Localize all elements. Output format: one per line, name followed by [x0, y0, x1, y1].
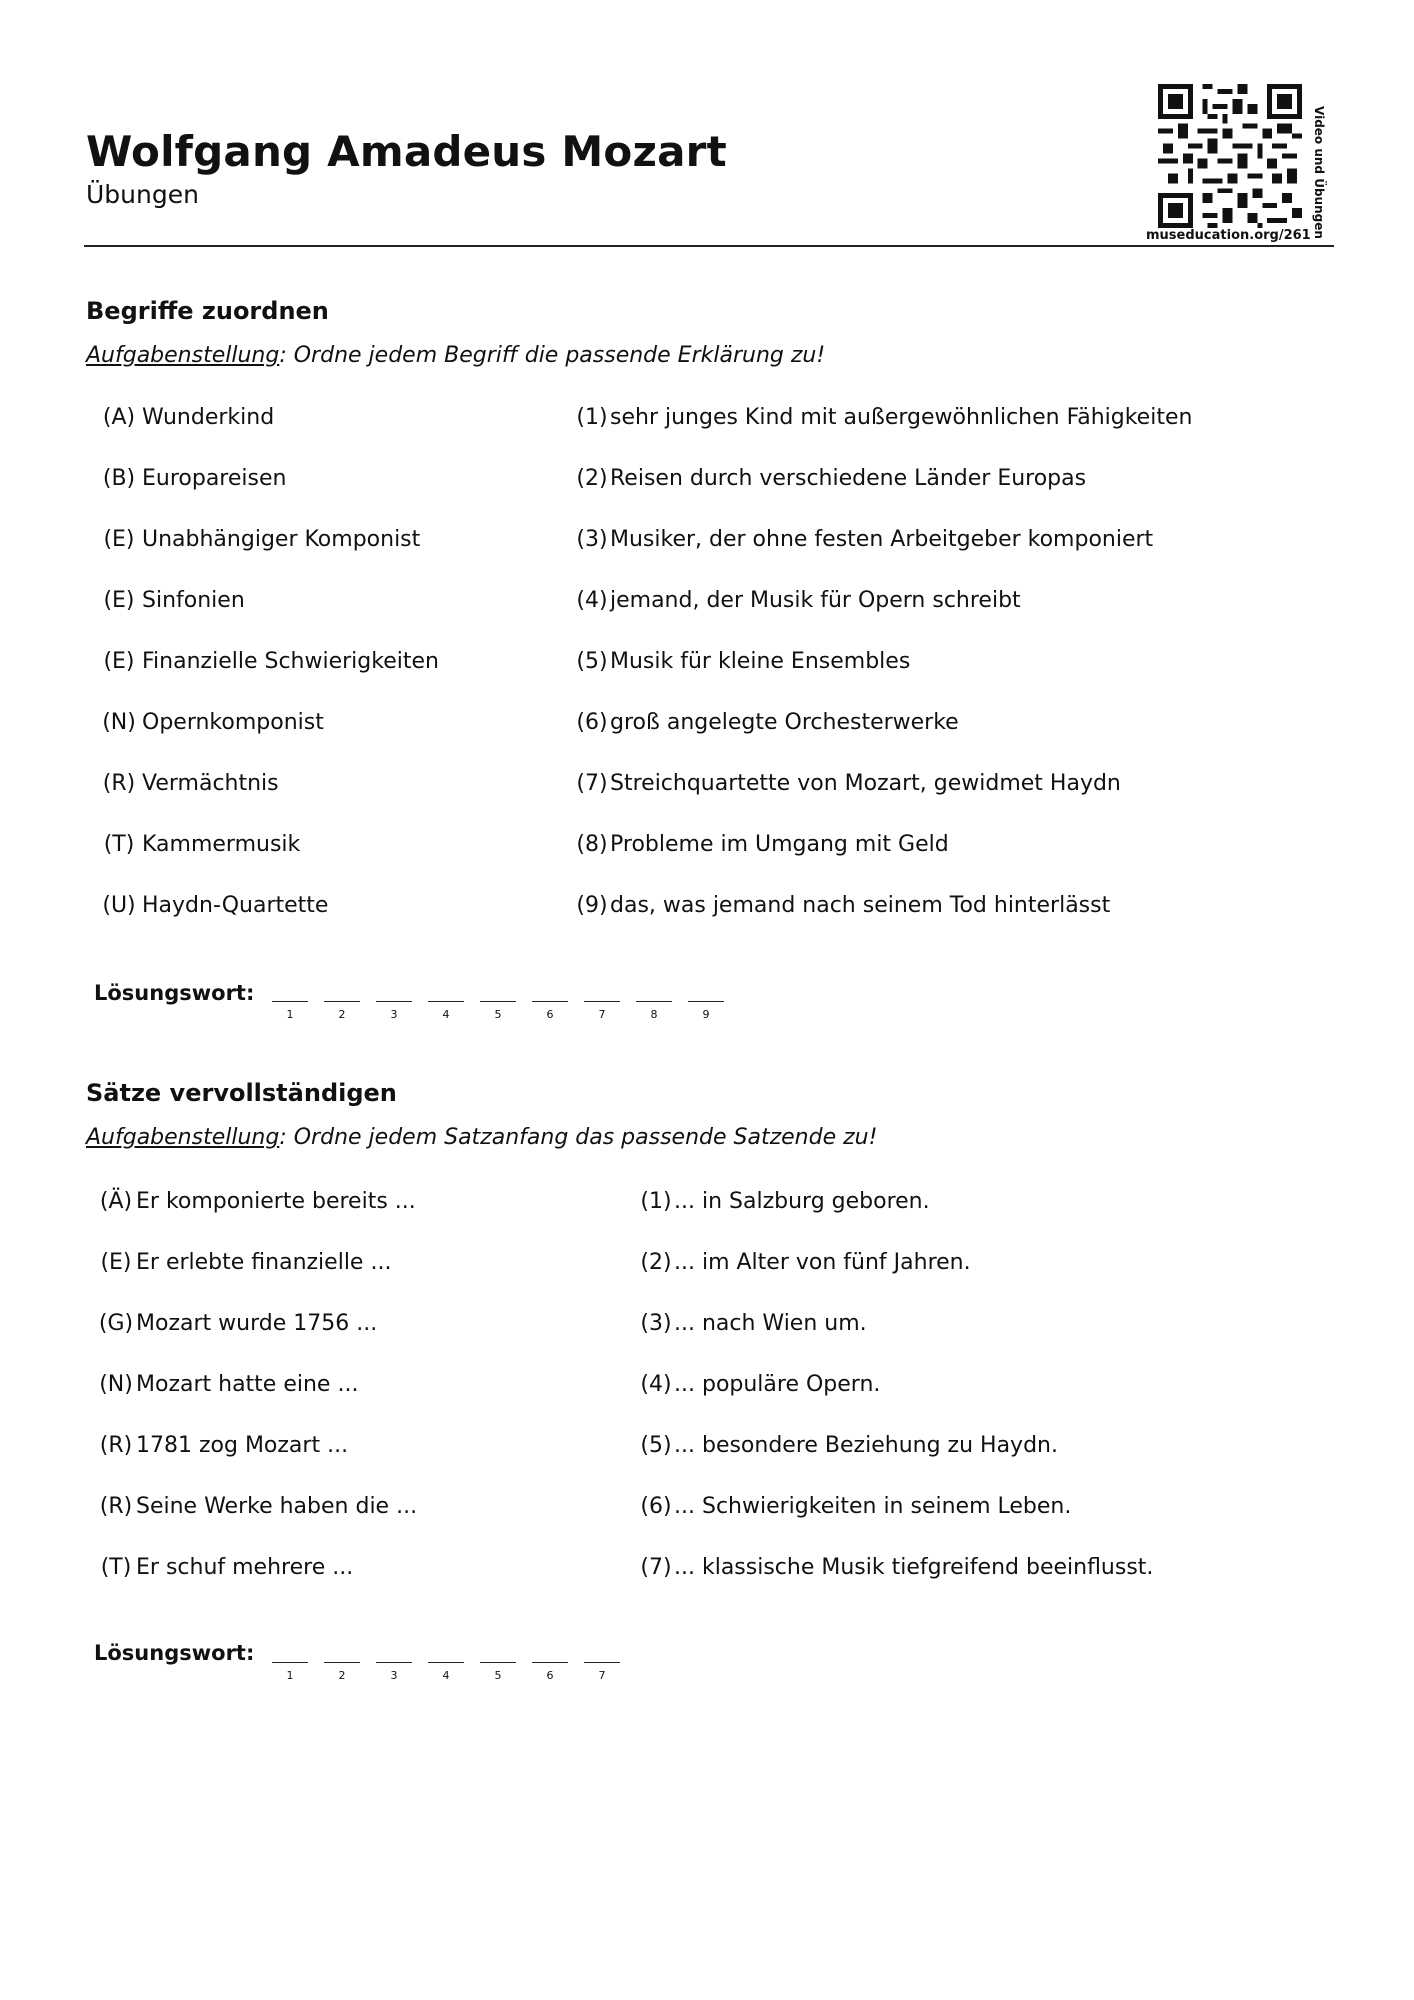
term-text: Haydn-Quartette: [142, 893, 329, 918]
sentence-ending-number: (5): [640, 1433, 672, 1458]
solution-blank[interactable]: [376, 1001, 412, 1002]
term-text: Opernkomponist: [142, 710, 324, 735]
qr-code-icon: [1158, 84, 1302, 228]
solution-blank[interactable]: [584, 1662, 620, 1663]
solution-blank-number: 1: [286, 1669, 294, 1682]
section2-instruction: [86, 1124, 877, 1152]
definition-number: (5): [576, 649, 608, 674]
sentence-start-key: (Ä): [99, 1189, 133, 1214]
solution-blank-number: 1: [286, 1008, 294, 1021]
definition-row: [574, 892, 1110, 920]
section2-title: Sätze vervollständigen: [86, 1079, 397, 1107]
definition-row: [574, 770, 1121, 798]
term-text: Kammermusik: [142, 832, 301, 857]
sentence-ending-text: ... besondere Beziehung zu Haydn.: [674, 1433, 1058, 1458]
definition-text: sehr junges Kind mit außergewöhnlichen Fähigkeiten: [610, 405, 1193, 430]
solution-blank-number: 6: [546, 1669, 554, 1682]
solution-blank[interactable]: [428, 1001, 464, 1002]
definition-row: [574, 404, 1192, 432]
sentence-ending-number: (1): [640, 1189, 672, 1214]
solution-blank[interactable]: [480, 1001, 516, 1002]
solution-blank[interactable]: [480, 1662, 516, 1663]
term-row: [96, 404, 274, 432]
term-text: Vermächtnis: [142, 771, 279, 796]
solution-blank-number: 2: [338, 1669, 346, 1682]
sentence-start-row: [96, 1249, 391, 1277]
sentence-ending-row: [638, 1554, 1153, 1582]
sentence-ending-row: [638, 1310, 867, 1338]
section1-instruction-label: Aufgabenstellung: [86, 343, 280, 368]
term-key: (A): [102, 405, 136, 430]
sentence-start-key: (T): [100, 1555, 132, 1580]
sentence-start-key: (N): [99, 1372, 133, 1397]
sentence-start-row: [96, 1371, 358, 1399]
solution-blank-number: 6: [546, 1008, 554, 1021]
term-row: [96, 709, 324, 737]
definition-number: (3): [576, 527, 608, 552]
definition-number: (4): [576, 588, 608, 613]
sentence-ending-row: [638, 1432, 1058, 1460]
sentence-ending-text: ... in Salzburg geboren.: [674, 1189, 930, 1214]
term-row: [96, 892, 328, 920]
sentence-start-text: Mozart hatte eine ...: [136, 1372, 359, 1397]
sentence-start-key: (G): [98, 1311, 134, 1336]
sentence-ending-row: [638, 1493, 1071, 1521]
definition-number: (7): [576, 771, 608, 796]
sentence-start-row: [96, 1310, 377, 1338]
solution-blank[interactable]: [532, 1001, 568, 1002]
sentence-start-row: [96, 1554, 353, 1582]
term-key: (N): [102, 710, 136, 735]
sentence-ending-row: [638, 1371, 880, 1399]
definition-number: (8): [576, 832, 608, 857]
sentence-ending-number: (3): [640, 1311, 672, 1336]
qr-side-label: Video und Übungen: [1312, 106, 1326, 239]
term-key: (B): [102, 466, 136, 491]
term-key: (E): [103, 527, 135, 552]
definition-row: [574, 526, 1153, 554]
solution-blank-number: 4: [442, 1008, 450, 1021]
solution-blank[interactable]: [428, 1662, 464, 1663]
sentence-start-text: Mozart wurde 1756 ...: [136, 1311, 378, 1336]
sentence-start-row: [96, 1493, 417, 1521]
sentence-start-text: 1781 zog Mozart ...: [136, 1433, 349, 1458]
solution-blank[interactable]: [272, 1662, 308, 1663]
sentence-start-text: Er komponierte bereits ...: [136, 1189, 416, 1214]
solution-blank[interactable]: [532, 1662, 568, 1663]
solution-blank[interactable]: [324, 1001, 360, 1002]
section2-instruction-colon: :: [279, 1125, 287, 1150]
page-title: Wolfgang Amadeus Mozart: [86, 127, 727, 176]
term-row: [96, 831, 300, 859]
term-key: (R): [102, 771, 136, 796]
page-header: [86, 128, 727, 210]
sentence-ending-row: [638, 1249, 971, 1277]
sentence-ending-text: ... im Alter von fünf Jahren.: [674, 1250, 971, 1275]
solution-blank-number: 5: [494, 1008, 502, 1021]
solution-blank-number: 3: [390, 1008, 398, 1021]
definition-row: [574, 709, 959, 737]
definition-text: groß angelegte Orchesterwerke: [610, 710, 959, 735]
definition-row: [574, 831, 949, 859]
sentence-ending-number: (7): [640, 1555, 672, 1580]
solution-blank-number: 7: [598, 1669, 606, 1682]
section1-instruction-text: Ordne jedem Begriff die passende Erklärung zu!: [286, 343, 826, 368]
solution-blank[interactable]: [272, 1001, 308, 1002]
sentence-start-key: (E): [100, 1250, 132, 1275]
sentence-start-text: Er schuf mehrere ...: [136, 1555, 354, 1580]
page-subtitle: Übungen: [86, 180, 199, 209]
term-text: Sinfonien: [142, 588, 245, 613]
definition-number: (1): [576, 405, 608, 430]
header-divider: [84, 245, 1334, 247]
term-row: [96, 526, 420, 554]
term-text: Wunderkind: [142, 405, 275, 430]
qr-url-label: museducation.org/261: [1146, 228, 1311, 243]
solution-blank-number: 2: [338, 1008, 346, 1021]
term-text: Unabhängiger Komponist: [142, 527, 421, 552]
solution-blank[interactable]: [376, 1662, 412, 1663]
section1-solution-label: Lösungswort:: [94, 981, 255, 1005]
term-key: (T): [103, 832, 135, 857]
term-key: (E): [103, 588, 135, 613]
sentence-start-row: [96, 1432, 348, 1460]
definition-text: Probleme im Umgang mit Geld: [610, 832, 949, 857]
sentence-ending-text: ... klassische Musik tiefgreifend beeinflusst.: [674, 1555, 1154, 1580]
solution-blank[interactable]: [324, 1662, 360, 1663]
definition-number: (6): [576, 710, 608, 735]
section1-title: Begriffe zuordnen: [86, 297, 329, 325]
definition-row: [574, 465, 1086, 493]
sentence-ending-text: ... populäre Opern.: [674, 1372, 881, 1397]
term-row: [96, 770, 279, 798]
sentence-start-row: [96, 1188, 416, 1216]
term-row: [96, 465, 286, 493]
sentence-start-text: Seine Werke haben die ...: [136, 1494, 418, 1519]
section2-solution-label: Lösungswort:: [94, 1641, 255, 1665]
term-key: (U): [102, 893, 136, 918]
solution-blank-number: 8: [650, 1008, 658, 1021]
sentence-ending-number: (6): [640, 1494, 672, 1519]
definition-number: (9): [576, 893, 608, 918]
solution-blank[interactable]: [584, 1001, 620, 1002]
definition-text: Streichquartette von Mozart, gewidmet Haydn: [610, 771, 1121, 796]
sentence-ending-number: (2): [640, 1250, 672, 1275]
definition-text: Musiker, der ohne festen Arbeitgeber komponiert: [610, 527, 1154, 552]
definition-number: (2): [576, 466, 608, 491]
sentence-start-key: (R): [99, 1433, 133, 1458]
sentence-start-key: (R): [99, 1494, 133, 1519]
term-text: Finanzielle Schwierigkeiten: [142, 649, 439, 674]
sentence-ending-number: (4): [640, 1372, 672, 1397]
solution-blank-number: 3: [390, 1669, 398, 1682]
term-row: [96, 587, 245, 615]
definition-row: [574, 648, 910, 676]
solution-blank-number: 4: [442, 1669, 450, 1682]
term-row: [96, 648, 439, 676]
definition-text: jemand, der Musik für Opern schreibt: [610, 588, 1021, 613]
solution-blank-number: 5: [494, 1669, 502, 1682]
section2-instruction-label: Aufgabenstellung: [86, 1125, 280, 1150]
sentence-ending-text: ... Schwierigkeiten in seinem Leben.: [674, 1494, 1072, 1519]
sentence-start-text: Er erlebte finanzielle ...: [136, 1250, 392, 1275]
solution-blank[interactable]: [636, 1001, 672, 1002]
definition-row: [574, 587, 1021, 615]
definition-text: das, was jemand nach seinem Tod hinterlässt: [610, 893, 1111, 918]
sentence-ending-text: ... nach Wien um.: [674, 1311, 867, 1336]
solution-blank-number: 7: [598, 1008, 606, 1021]
sentence-ending-row: [638, 1188, 930, 1216]
definition-text: Musik für kleine Ensembles: [610, 649, 911, 674]
solution-blank[interactable]: [688, 1001, 724, 1002]
solution-blank-number: 9: [702, 1008, 710, 1021]
section1-instruction-colon: :: [279, 343, 287, 368]
section1-instruction: [86, 342, 825, 370]
section2-instruction-text: Ordne jedem Satzanfang das passende Satzende zu!: [286, 1125, 878, 1150]
term-key: (E): [103, 649, 135, 674]
definition-text: Reisen durch verschiedene Länder Europas: [610, 466, 1087, 491]
term-text: Europareisen: [142, 466, 287, 491]
